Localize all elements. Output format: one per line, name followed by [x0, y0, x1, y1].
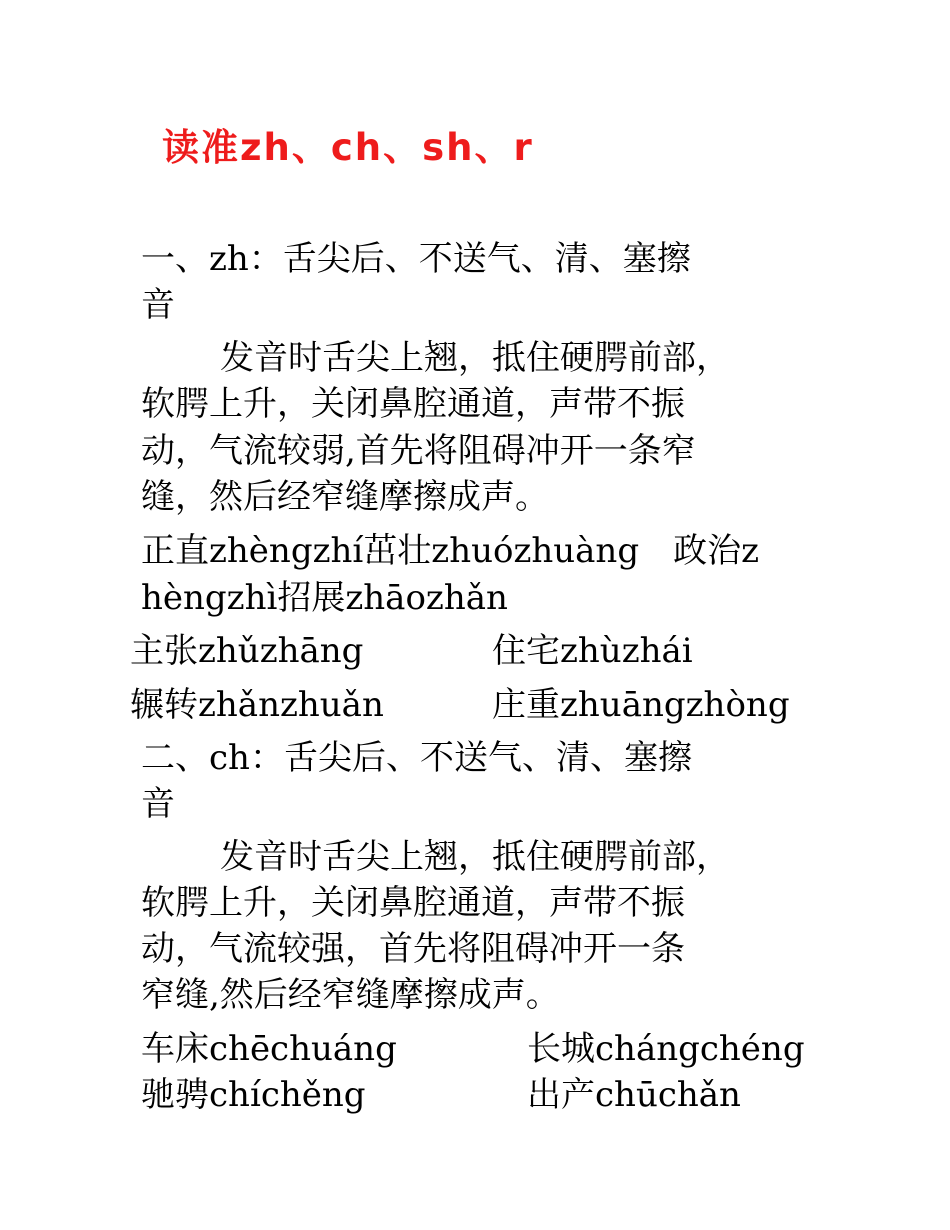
- section2-desc-line1: 发音时舌尖上翘，抵住硬腭前部，: [220, 837, 730, 877]
- page-title: 读准zh、ch、sh、r: [162, 126, 534, 169]
- section1-desc-line4: 缝，然后经窄缝摩擦成声。: [141, 477, 549, 517]
- section1-word-b2: 庄重zhuāngzhòng: [492, 685, 790, 725]
- section1-words-line1: 正直zhèngzhí茁壮zhuózhuàng 政治z: [141, 531, 760, 571]
- section1-heading-line2: 音: [141, 285, 175, 325]
- section2-desc-line2: 软腭上升，关闭鼻腔通道，声带不振: [141, 883, 685, 923]
- section1-words-line2: hèngzhì招展zhāozhǎn: [141, 578, 508, 618]
- section1-desc-line1: 发音时舌尖上翘，抵住硬腭前部，: [220, 338, 730, 378]
- section1-word-a2: 住宅zhùzhái: [492, 631, 693, 671]
- section2-heading-line2: 音: [141, 784, 175, 824]
- section1-desc-line3: 动，气流较弱,首先将阻碍冲开一条窄: [141, 431, 696, 471]
- section1-desc-line2: 软腭上升，关闭鼻腔通道，声带不振: [141, 384, 685, 424]
- section2-word-a1: 车床chēchuáng: [141, 1029, 397, 1069]
- section2-heading-line1: 二、ch：舌尖后、不送气、清、塞擦: [141, 738, 692, 778]
- section1-word-a1: 主张zhǔzhāng: [130, 631, 364, 671]
- section2-desc-line4: 窄缝,然后经窄缝摩擦成声。: [141, 975, 560, 1015]
- section2-word-b1: 驰骋chíchěng: [141, 1075, 366, 1115]
- section2-word-a2: 长城chángchéng: [527, 1029, 805, 1069]
- section2-word-b2: 出产chūchǎn: [527, 1075, 741, 1115]
- section2-desc-line3: 动，气流较强，首先将阻碍冲开一条: [141, 929, 685, 969]
- section1-heading-line1: 一、zh：舌尖后、不送气、清、塞擦: [141, 239, 691, 279]
- section1-word-b1: 辗转zhǎnzhuǎn: [130, 685, 384, 725]
